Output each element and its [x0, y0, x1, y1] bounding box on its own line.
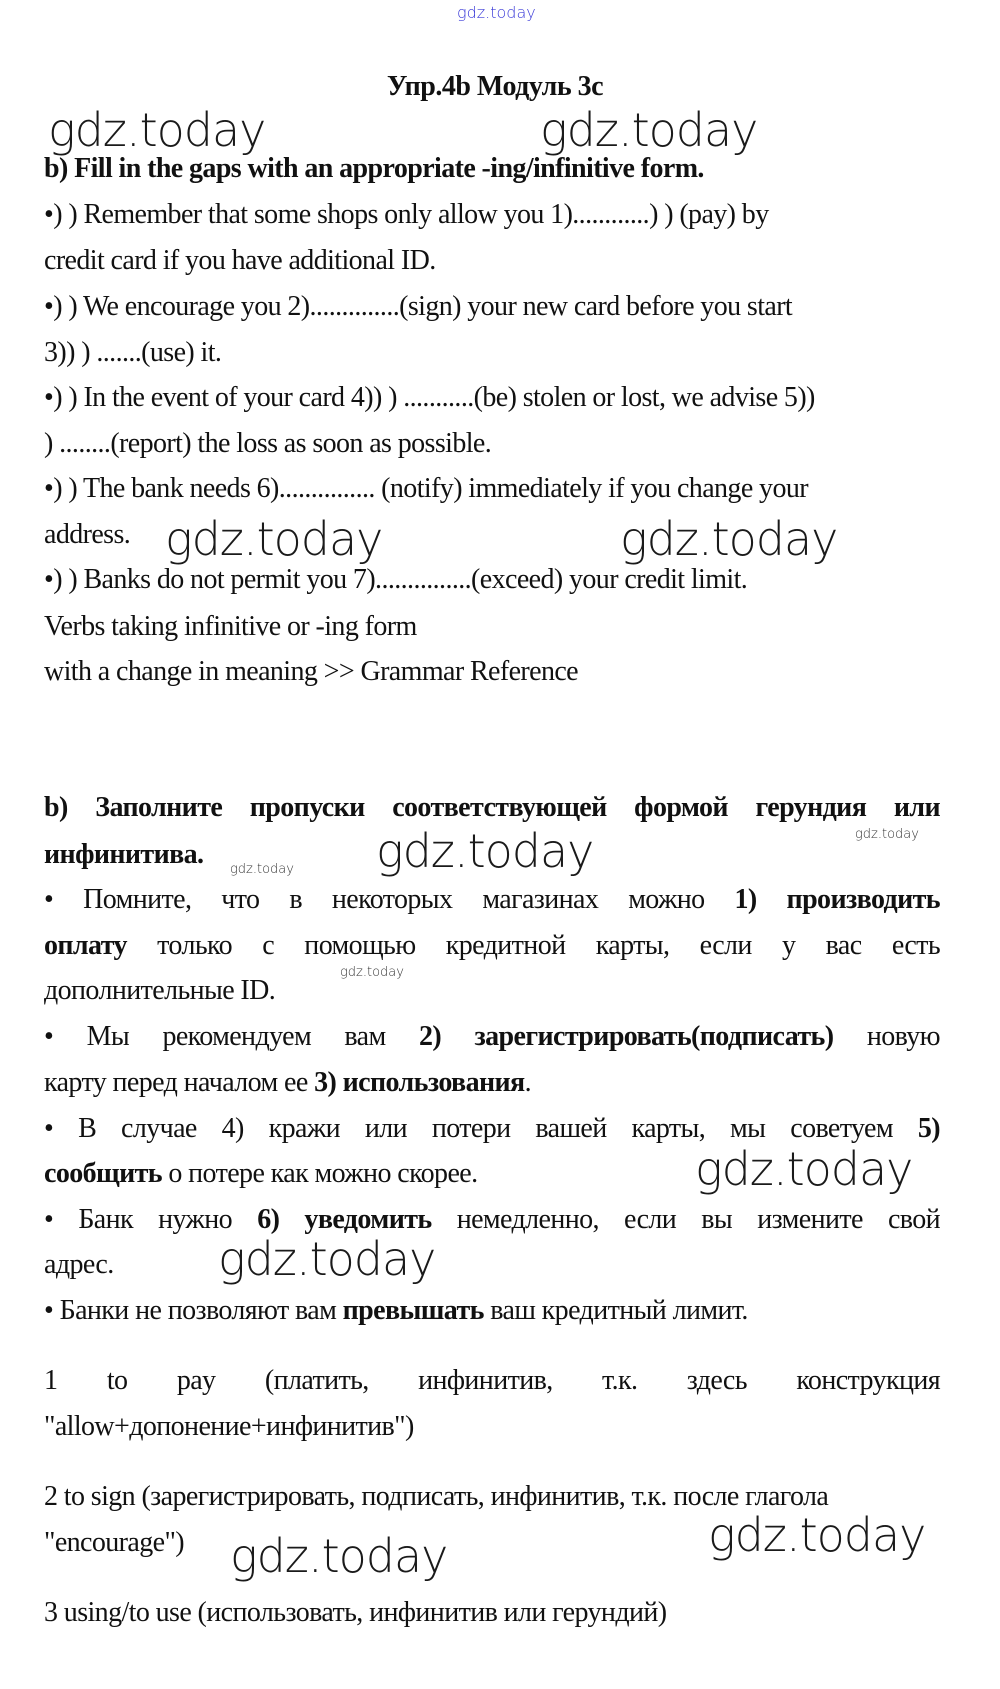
bold-text: превышать — [342, 1295, 484, 1326]
bold-text: b) Заполните пропуски соответствующей формой герундия или — [44, 792, 940, 823]
text-segment: только с помощью кредитной карты, если у вас есть — [126, 930, 940, 961]
bold-text: 6) уведомить — [257, 1204, 432, 1235]
bold-text: сообщить — [44, 1158, 162, 1189]
text-line — [44, 1410, 940, 1444]
text-line — [44, 1203, 940, 1237]
watermark-text: gdz.today — [218, 1232, 436, 1286]
text-segment: • Помните, что в некоторых магазинах можно — [44, 884, 735, 915]
text-segment: 1 to pay (платить, инфинитив, т.к. здесь конструкция — [44, 1365, 940, 1396]
text-line — [44, 791, 940, 825]
watermark-text: gdz.today — [540, 103, 758, 157]
text-line — [44, 381, 940, 415]
watermark-text: gdz.today — [48, 103, 266, 157]
text-line — [44, 336, 940, 370]
page-title: Упр.4b Модуль 3c — [386, 71, 604, 102]
text-line — [44, 563, 940, 597]
text-line — [44, 610, 940, 644]
text-segment: •) ) Banks do not permit you 7)...............(exceed) your credit limit. — [44, 564, 748, 595]
watermark-text: gdz.today — [165, 512, 383, 566]
bold-text: 2) зарегистрировать(подписать) — [419, 1021, 834, 1052]
text-line — [44, 883, 940, 917]
text-line — [44, 427, 940, 461]
text-line — [44, 244, 940, 278]
text-segment: карту перед началом ее — [44, 1067, 315, 1098]
text-line — [44, 1596, 940, 1630]
text-segment: •) ) We encourage you 2)..............(sign) your new card before you start — [44, 291, 793, 322]
text-line — [44, 1020, 940, 1054]
text-line — [44, 152, 940, 186]
text-segment: • Банк нужно — [44, 1204, 258, 1235]
text-segment: 3)) ) .......(use) it. — [44, 337, 222, 368]
text-line — [44, 929, 940, 963]
bold-text: b) Fill in the gaps with an appropriate -ing/infinitive form. — [44, 153, 704, 184]
watermark-text: gdz.today — [695, 1142, 913, 1196]
text-segment: Verbs taking infinitive or -ing form — [44, 611, 417, 642]
text-segment: адрес. — [44, 1249, 114, 1280]
watermark-text: gdz.today — [230, 862, 294, 877]
bold-text: инфинитива. — [44, 839, 204, 870]
watermark-text: gdz.today — [340, 965, 404, 980]
text-line — [44, 1294, 940, 1328]
bold-text: 3) использования — [314, 1067, 525, 1098]
text-segment: о потере как можно скорее. — [161, 1158, 478, 1189]
text-line — [44, 472, 940, 506]
text-segment: • Банки не позволяют вам — [44, 1295, 343, 1326]
bold-text: 1) производить — [734, 884, 941, 915]
watermark-text: gdz.today — [855, 827, 919, 842]
text-segment: 2 to sign (зарегистрировать, подписать, инфинитив, т.к. после глагола — [44, 1481, 829, 1512]
text-line — [44, 1066, 940, 1100]
text-line — [44, 655, 940, 689]
text-segment: 3 using/to use (использовать, инфинитив или герундий) — [44, 1597, 667, 1628]
text-segment: • В случае 4) кражи или потери вашей карты, мы советуем — [44, 1113, 918, 1144]
text-segment: •) ) Remember that some shops only allow you 1)............) ) (pay) by — [44, 199, 769, 230]
text-segment: . — [524, 1067, 531, 1098]
text-segment: ) ........(report) the loss as soon as possible. — [44, 428, 492, 459]
text-segment: немедленно, если вы измените свой — [431, 1204, 940, 1235]
text-line — [44, 1248, 940, 1282]
text-segment: "encourage") — [44, 1527, 185, 1558]
watermark-text: gdz.today — [376, 824, 594, 878]
text-line — [44, 1364, 940, 1398]
text-line — [44, 1112, 940, 1146]
text-segment: •) ) In the event of your card 4)) ) ...........(be) stolen or lost, we advise 5)) — [44, 382, 815, 413]
text-line — [44, 198, 940, 232]
watermark-text: gdz.today — [620, 512, 838, 566]
text-segment: ваш кредитный лимит. — [483, 1295, 748, 1326]
top-watermark: gdz.today — [457, 3, 536, 22]
watermark-text: gdz.today — [230, 1529, 448, 1583]
bold-text: оплату — [44, 930, 127, 961]
text-segment: • Мы рекомендуем вам — [44, 1021, 419, 1052]
text-segment: address. — [44, 519, 131, 550]
text-segment: with a change in meaning >> Grammar Reference — [44, 656, 579, 687]
watermark-text: gdz.today — [708, 1508, 926, 1562]
bold-text: 5) — [917, 1113, 940, 1144]
text-line — [44, 974, 940, 1008]
text-segment: •) ) The bank needs 6)............... (notify) immediately if you change your — [44, 473, 808, 504]
text-segment: "allow+допонение+инфинитив") — [44, 1411, 414, 1442]
text-segment: дополнительные ID. — [44, 975, 276, 1006]
text-segment: credit card if you have additional ID. — [44, 245, 436, 276]
text-segment: новую — [833, 1021, 940, 1052]
text-line — [44, 290, 940, 324]
